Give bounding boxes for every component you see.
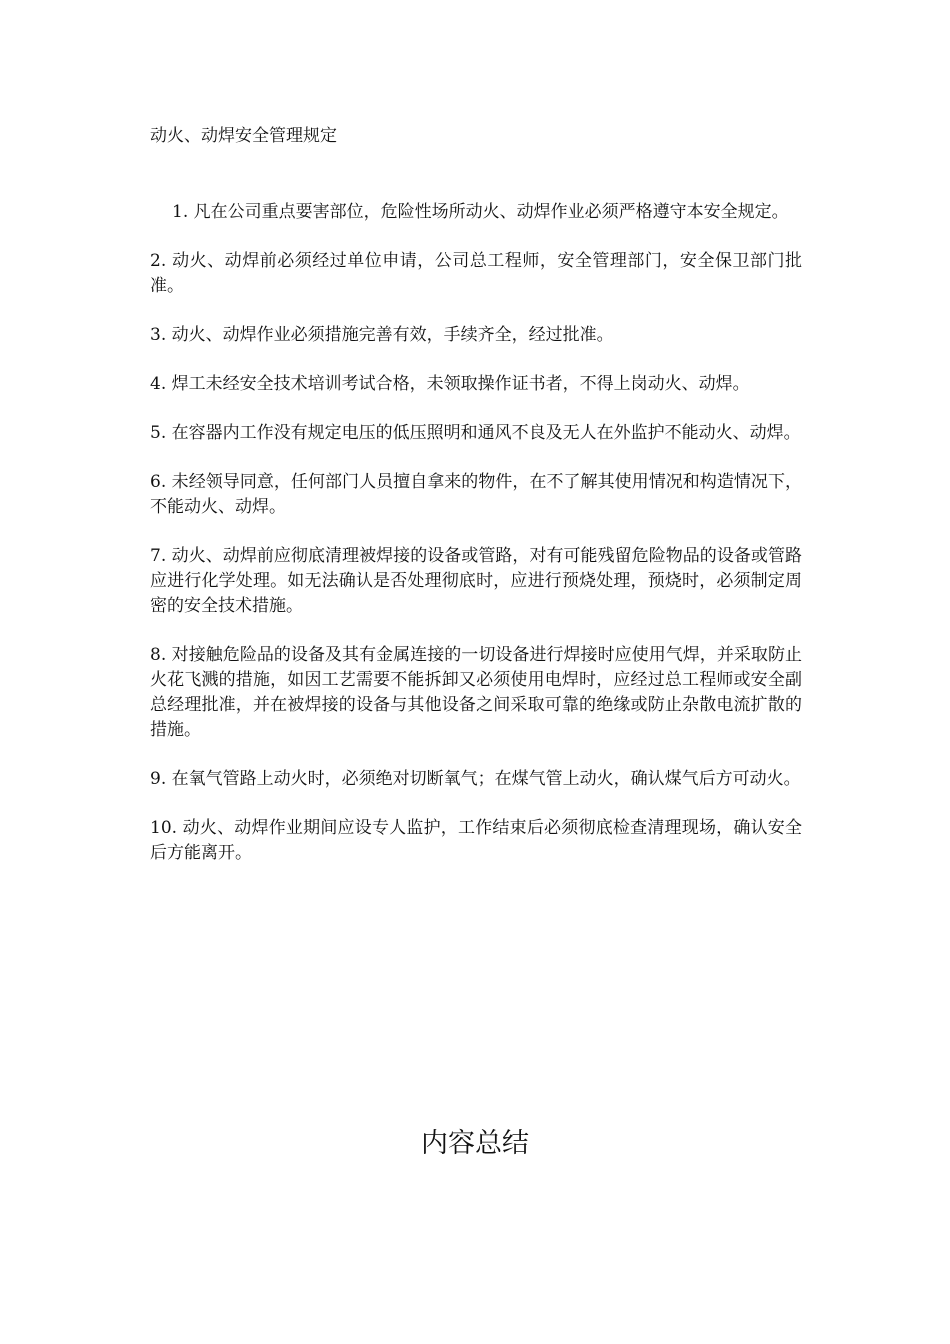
summary-heading: 内容总结 (421, 1128, 529, 1159)
item-text: 动火、动焊作业必须措施完善有效，手续齐全，经过批准。 (166, 325, 614, 345)
item-text: 动火、动焊前应彻底清理被焊接的设备或管路，对有可能残留危险物品的设备或管路应进行化学处理。如无法确认是否处理彻底时，应进行预烧处理，预烧时，必须制定周密的安全技术措施。 (150, 546, 802, 616)
item-number: 3. (150, 325, 167, 345)
regulation-item (150, 816, 802, 866)
item-number: 10. (150, 818, 178, 838)
item-number: 1. (172, 202, 189, 222)
item-number: 7. (150, 546, 167, 566)
regulation-item (150, 249, 802, 299)
item-text: 动火、动焊前必须经过单位申请，公司总工程师，安全管理部门，安全保卫部门批准。 (150, 251, 802, 296)
item-number: 4. (150, 374, 167, 394)
item-text: 对接触危险品的设备及其有金属连接的一切设备进行焊接时应使用气焊，并采取防止火花飞溅的措施，如因工艺需要不能拆卸又必须使用电焊时，应经过总工程师或安全副总经理批准，并在被焊接的设备与其他设备之间采取可靠的绝缘或防止杂散电流扩散的措施。 (150, 645, 802, 740)
item-text: 焊工未经安全技术培训考试合格，未领取操作证书者，不得上岗动火、动焊。 (166, 374, 750, 394)
item-text: 凡在公司重点要害部位，危险性场所动火、动焊作业必须严格遵守本安全规定。 (188, 202, 789, 222)
regulation-item (150, 372, 802, 397)
regulation-item (150, 643, 802, 743)
item-text: 动火、动焊作业期间应设专人监护，工作结束后必须彻底检查清理现场，确认安全后方能离开。 (150, 818, 802, 863)
document-title: 动火、动焊安全管理规定 (150, 126, 337, 146)
item-text: 在氧气管路上动火时，必须绝对切断氧气；在煤气管上动火，确认煤气后方可动火。 (166, 769, 801, 789)
item-number: 9. (150, 769, 167, 789)
regulation-item (150, 421, 802, 446)
regulation-item (150, 470, 802, 520)
item-number: 2. (150, 251, 167, 271)
item-text: 未经领导同意，任何部门人员擅自拿来的物件，在不了解其使用情况和构造情况下，不能动火、动焊。 (150, 472, 802, 517)
item-text: 在容器内工作没有规定电压的低压照明和通风不良及无人在外监护不能动火、动焊。 (166, 423, 801, 443)
regulation-item (150, 544, 802, 619)
regulation-item (150, 323, 802, 348)
regulation-item (150, 767, 802, 792)
regulation-item (150, 200, 802, 225)
item-number: 6. (150, 472, 167, 492)
regulation-list (150, 200, 802, 890)
item-number: 5. (150, 423, 167, 443)
item-number: 8. (150, 645, 167, 665)
